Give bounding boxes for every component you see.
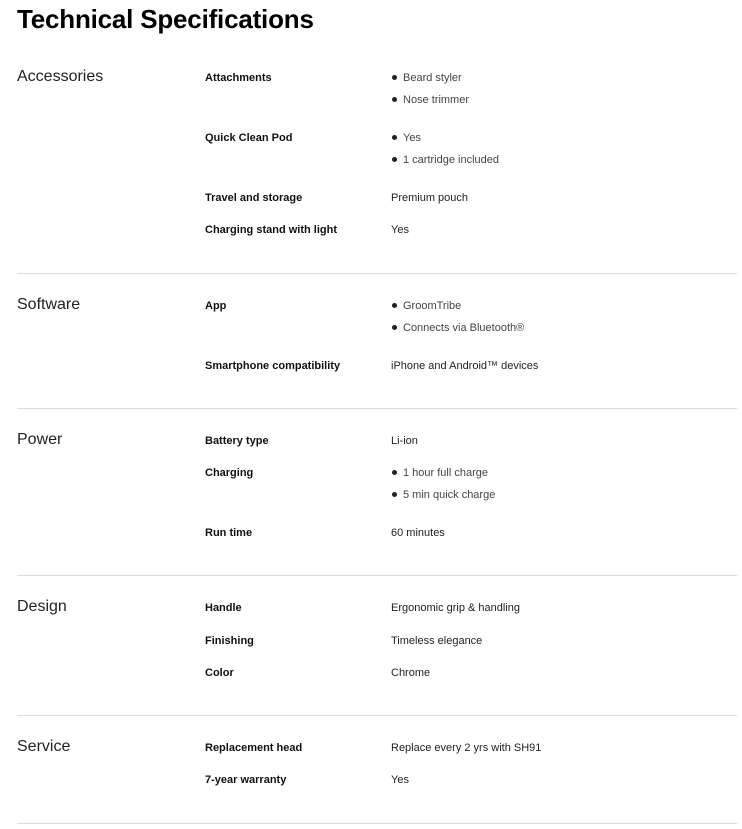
- spec-label: Charging: [205, 467, 254, 479]
- spec-value: Replace every 2 yrs with SH91: [391, 742, 542, 754]
- spec-label: 7-year warranty: [205, 774, 287, 786]
- spec-label: Attachments: [205, 72, 272, 84]
- bullet-item: Yes: [391, 127, 499, 149]
- bullet-item: 5 min quick charge: [391, 484, 495, 506]
- spec-label: Travel and storage: [205, 192, 303, 204]
- spec-value: Yes: [391, 224, 409, 236]
- spec-label: Smartphone compatibility: [205, 360, 341, 372]
- bullet-icon: [392, 325, 397, 330]
- bullet-icon: [392, 157, 397, 162]
- spec-label: Color: [205, 667, 234, 679]
- spec-label: App: [205, 300, 227, 312]
- section-divider: [17, 408, 737, 409]
- page-title: Technical Specifications: [17, 4, 314, 34]
- section-title: Power: [17, 431, 63, 448]
- section-title: Service: [17, 738, 71, 755]
- spec-label: Replacement head: [205, 742, 303, 754]
- spec-value: Timeless elegance: [391, 635, 483, 647]
- section-divider: [17, 273, 737, 274]
- spec-value: [391, 295, 524, 339]
- spec-label: Run time: [205, 527, 253, 539]
- bullet-item: Nose trimmer: [391, 89, 469, 111]
- section-divider: [17, 823, 737, 824]
- spec-label: Battery type: [205, 435, 269, 447]
- spec-value: Li-ion: [391, 435, 418, 447]
- bullet-item: GroomTribe: [391, 295, 524, 317]
- spec-label: Finishing: [205, 635, 254, 647]
- bullet-item: 1 hour full charge: [391, 462, 495, 484]
- spec-value: [391, 67, 469, 111]
- spec-value: [391, 127, 499, 171]
- spec-value: iPhone and Android™ devices: [391, 360, 539, 372]
- spec-value: 60 minutes: [391, 527, 445, 539]
- spec-value: Premium pouch: [391, 192, 469, 204]
- spec-label: Handle: [205, 602, 242, 614]
- bullet-icon: [392, 97, 397, 102]
- spec-label: Quick Clean Pod: [205, 132, 293, 144]
- section-divider: [17, 575, 737, 576]
- bullet-item: Beard styler: [391, 67, 469, 89]
- bullet-icon: [392, 75, 397, 80]
- bullet-item: 1 cartridge included: [391, 149, 499, 171]
- section-title: Software: [17, 296, 81, 313]
- section-title: Accessories: [17, 68, 104, 85]
- spec-value: Ergonomic grip & handling: [391, 602, 521, 614]
- bullet-icon: [392, 303, 397, 308]
- section-title: Design: [17, 598, 67, 615]
- bullet-icon: [392, 135, 397, 140]
- bullet-icon: [392, 492, 397, 497]
- spec-value: Yes: [391, 774, 409, 786]
- spec-value: Chrome: [391, 667, 431, 679]
- bullet-item: Connects via Bluetooth®: [391, 317, 524, 339]
- bullet-icon: [392, 470, 397, 475]
- section-divider: [17, 715, 737, 716]
- spec-value: [391, 462, 495, 506]
- spec-label: Charging stand with light: [205, 224, 337, 236]
